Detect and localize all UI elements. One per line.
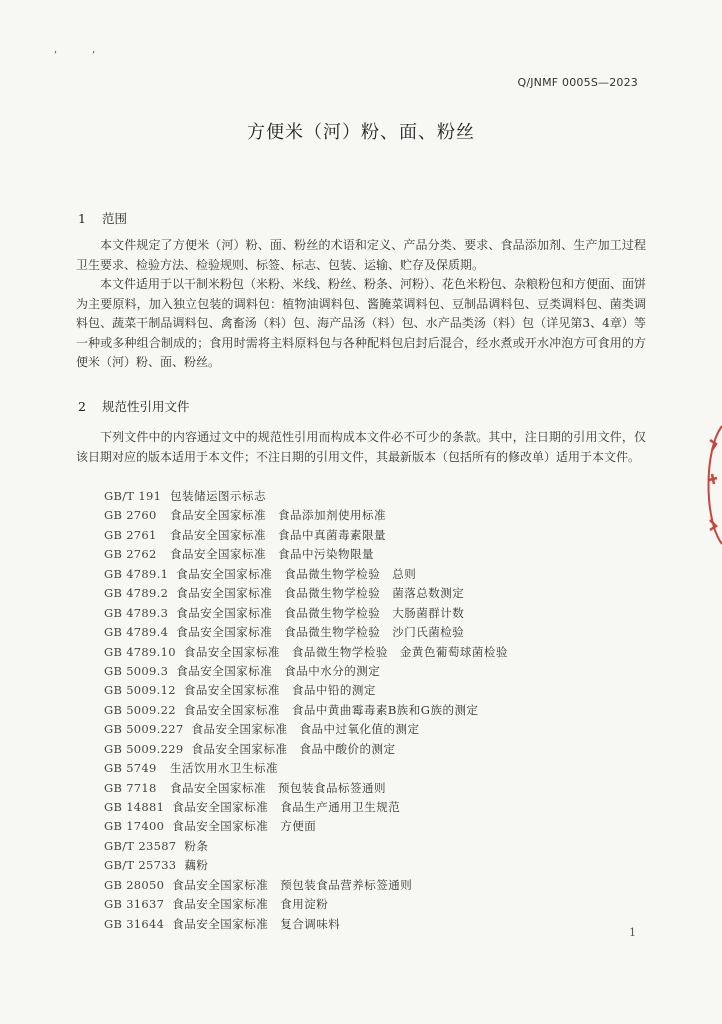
- section-1-paragraph-2: 本文件适用于以干制米粉包（米粉、米线、粉丝、粉条、河粉）、花色米粉包、杂粮粉包和方便面、面饼为主要原料，加入独立包装的调料包：植物油调料包、酱腌菜调料包、豆制品调料包、豆类调料包、菌类调料包、蔬菜干制品调料包、禽畜汤（料）包、海产品汤（料）包、水产品类汤（料）包（详见第3、4章）等一种或多种组合制成的；食用时需将主料原料包与各种配料包启封后混合，经水煮或开水冲泡方可食用的方便米（河）粉、面、粉丝。: [76, 277, 647, 369]
- reference-title: 食品安全国家标准 食品中黄曲霉毒素B族和G族的测定: [183, 702, 479, 717]
- reference-title: 食品安全国家标准 食品中水分的测定: [176, 663, 381, 678]
- section-number: 2: [78, 399, 86, 414]
- reference-title: 食品安全国家标准 食品微生物学检验 金黄色葡萄球菌检验: [183, 644, 508, 659]
- reference-code: GB 2761: [104, 527, 157, 542]
- reference-title: 藕粉: [184, 858, 209, 873]
- reference-item: [104, 895, 508, 914]
- reference-item: [104, 487, 508, 506]
- reference-title: 食品安全国家标准 食品微生物学检验 大肠菌群计数: [176, 605, 465, 620]
- reference-title: 食品安全国家标准 食品中污染物限量: [170, 547, 374, 562]
- reference-item: [104, 506, 508, 525]
- reference-item: [104, 545, 508, 564]
- reference-title: 食品安全国家标准 食用淀粉: [172, 897, 329, 912]
- reference-item: [104, 798, 508, 817]
- reference-code: GB 14881: [104, 800, 165, 814]
- reference-code: GB 5009.22: [104, 702, 176, 717]
- reference-title: 食品安全国家标准 预包装食品标签通则: [170, 780, 386, 795]
- standard-code: Q/JNMF 0005S—2023: [517, 76, 638, 89]
- reference-code: GB/T 191: [104, 489, 162, 503]
- reference-code: GB 4789.4: [104, 625, 169, 640]
- reference-code: GB 4789.3: [104, 605, 169, 620]
- reference-item: [104, 662, 508, 681]
- section-1-paragraph-1: 本文件规定了方便米（河）粉、面、粉丝的术语和定义、产品分类、要求、食品添加剂、生产加工过程卫生要求、检验方法、检验规则、标签、标志、包装、运输、贮存及保质期。: [76, 238, 646, 272]
- reference-title: 食品安全国家标准 食品微生物学检验 总则: [176, 566, 417, 581]
- reference-item: [104, 740, 508, 759]
- reference-code: GB 7718: [104, 780, 157, 795]
- reference-title: 食品安全国家标准 食品生产通用卫生规范: [172, 800, 401, 814]
- reference-code: GB 5009.227: [104, 722, 184, 737]
- reference-title: 食品安全国家标准 食品添加剂使用标准: [170, 508, 386, 523]
- reference-title: 食品安全国家标准 预包装食品营养标签通则: [172, 877, 413, 892]
- reference-title: 粉条: [184, 838, 209, 853]
- page-number: 1: [629, 926, 636, 939]
- reference-code: GB 4789.2: [104, 586, 169, 601]
- scan-marks: , ,: [54, 44, 96, 55]
- reference-item: [104, 526, 508, 545]
- reference-code: GB/T 23587: [104, 838, 177, 853]
- document-title: 方便米（河）粉、面、粉丝: [247, 122, 475, 143]
- reference-item: [104, 915, 508, 934]
- reference-code: GB 17400: [104, 819, 165, 834]
- reference-item: [104, 817, 508, 836]
- section-number: 1: [78, 211, 86, 226]
- reference-title: 食品安全国家标准 食品中铅的测定: [183, 683, 376, 698]
- reference-item: [104, 759, 508, 778]
- reference-title: 食品安全国家标准 食品微生物学检验 菌落总数测定: [176, 586, 465, 601]
- reference-code: GB 28050: [104, 877, 165, 892]
- reference-title: 食品安全国家标准 食品中过氧化值的测定: [191, 722, 420, 737]
- seal-stamp-fragment: [700, 420, 722, 550]
- reference-code: GB 2760: [104, 508, 157, 523]
- reference-code: GB 31637: [104, 897, 165, 912]
- reference-item: [104, 876, 508, 895]
- reference-title: 包装储运图示标志: [170, 489, 266, 503]
- reference-title: 食品安全国家标准 食品微生物学检验 沙门氏菌检验: [176, 625, 465, 640]
- reference-title: 食品安全国家标准 方便面: [172, 819, 317, 834]
- section-1-heading: [78, 209, 127, 227]
- reference-item: [104, 701, 508, 720]
- reference-item: [104, 720, 508, 739]
- reference-code: GB 31644: [104, 916, 165, 931]
- section-title: 规范性引用文件: [101, 399, 190, 414]
- reference-item: [104, 565, 508, 584]
- reference-item: [104, 856, 508, 875]
- reference-title: 食品安全国家标准 食品中真菌毒素限量: [170, 527, 386, 542]
- reference-list: [104, 487, 508, 934]
- reference-code: GB/T 25733: [104, 858, 177, 873]
- reference-title: 食品安全国家标准 复合调味料: [172, 916, 341, 931]
- reference-item: [104, 643, 508, 662]
- reference-item: [104, 623, 508, 642]
- section-2-heading: [78, 397, 190, 415]
- reference-code: GB 5009.3: [104, 663, 169, 678]
- section-2-paragraph-1: 下列文件中的内容通过文中的规范性引用而构成本文件必不可少的条款。其中，注日期的引用文件，仅该日期对应的版本适用于本文件；不注日期的引用文件，其最新版本（包括所有的修改单）适用于本文件。: [76, 430, 646, 464]
- reference-code: GB 4789.10: [104, 644, 176, 659]
- reference-item: [104, 779, 508, 798]
- reference-item: [104, 837, 508, 856]
- reference-item: [104, 681, 508, 700]
- reference-item: [104, 604, 508, 623]
- reference-code: GB 5009.229: [104, 741, 184, 756]
- reference-title: 生活饮用水卫生标准: [170, 761, 278, 776]
- reference-code: GB 4789.1: [104, 566, 169, 581]
- reference-code: GB 5749: [104, 761, 157, 776]
- reference-code: GB 2762: [104, 547, 157, 562]
- section-title: 范围: [101, 211, 127, 226]
- reference-title: 食品安全国家标准 食品中酸价的测定: [191, 741, 396, 756]
- reference-code: GB 5009.12: [104, 683, 176, 698]
- reference-item: [104, 584, 508, 603]
